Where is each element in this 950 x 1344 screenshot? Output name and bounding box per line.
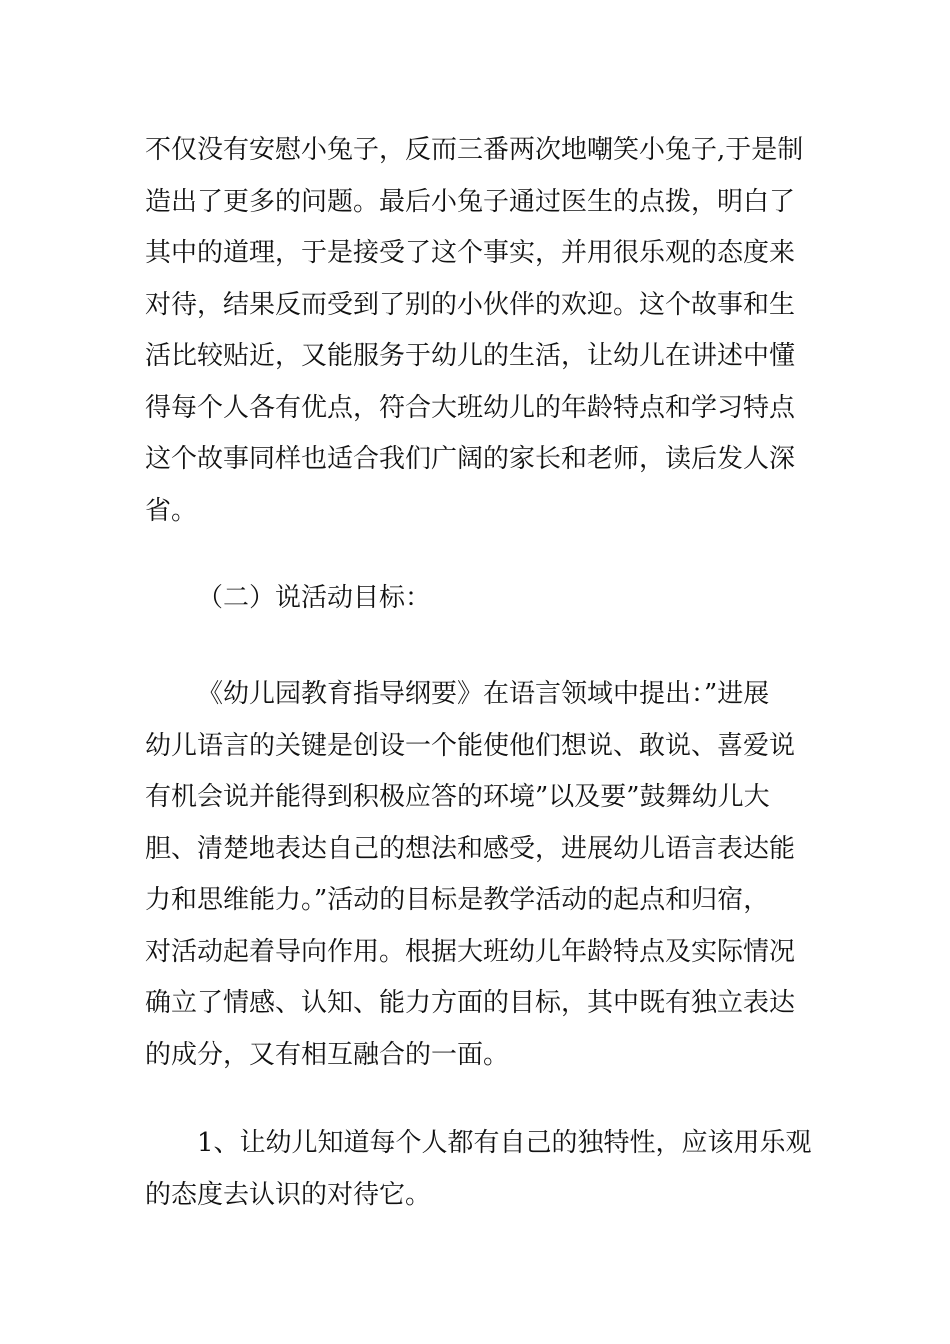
text-line: 活比较贴近，又能服务于幼儿的生活，让幼儿在讲述中懂 xyxy=(145,341,796,371)
text-line: 幼儿语言的关键是创设一个能使他们想说、敢说、喜爱说 xyxy=(145,730,796,761)
paragraph-story-summary xyxy=(145,125,810,537)
text-line: 胆、清楚地表达自己的想法和感受，进展幼儿语言表达能 xyxy=(145,833,796,864)
text-line: 对待，结果反而受到了别的小伙伴的欢迎。这个故事和生 xyxy=(145,289,796,320)
text-line: 得每个人各有优点，符合大班幼儿的年龄特点和学习特点 xyxy=(145,392,796,423)
text-line: 有机会说并能得到积极应答的环境”以及要”鼓舞幼儿大 xyxy=(145,782,770,812)
text-line: 1、让幼儿知道每个人都有自己的独特性，应该用乐观 xyxy=(197,1128,812,1158)
text-line: 不仅没有安慰小兔子，反而三番两次地嘲笑小兔子,于是制 xyxy=(145,135,804,165)
text-line: 对活动起着导向作用。根据大班幼儿年龄特点及实际情况 xyxy=(145,936,796,967)
text-line: 造出了更多的问题。最后小兔子通过医生的点拨，明白了 xyxy=(145,186,796,217)
text-line: 力和思维能力。”活动的目标是教学活动的起点和归宿， xyxy=(145,885,770,915)
text-line: 确立了情感、认知、能力方面的目标，其中既有独立表达 xyxy=(145,988,796,1018)
text-line: （二）说活动目标： xyxy=(197,583,432,613)
text-line: 的成分，又有相互融合的一面。 xyxy=(145,1039,510,1070)
paragraph-guideline-quote xyxy=(145,669,810,1081)
text-line: 省。 xyxy=(145,495,198,526)
text-line: 的态度去认识的对待它。 xyxy=(145,1179,432,1210)
text-line: 《幼儿园教育指导纲要》在语言领域中提出：”进展 xyxy=(197,679,770,709)
section-heading xyxy=(145,573,810,625)
text-line: 其中的道理，于是接受了这个事实，并用很乐观的态度来 xyxy=(145,238,796,268)
paragraph-goal-1 xyxy=(145,1118,810,1221)
text-line: 这个故事同样也适合我们广阔的家长和老师，读后发人深 xyxy=(145,444,796,474)
